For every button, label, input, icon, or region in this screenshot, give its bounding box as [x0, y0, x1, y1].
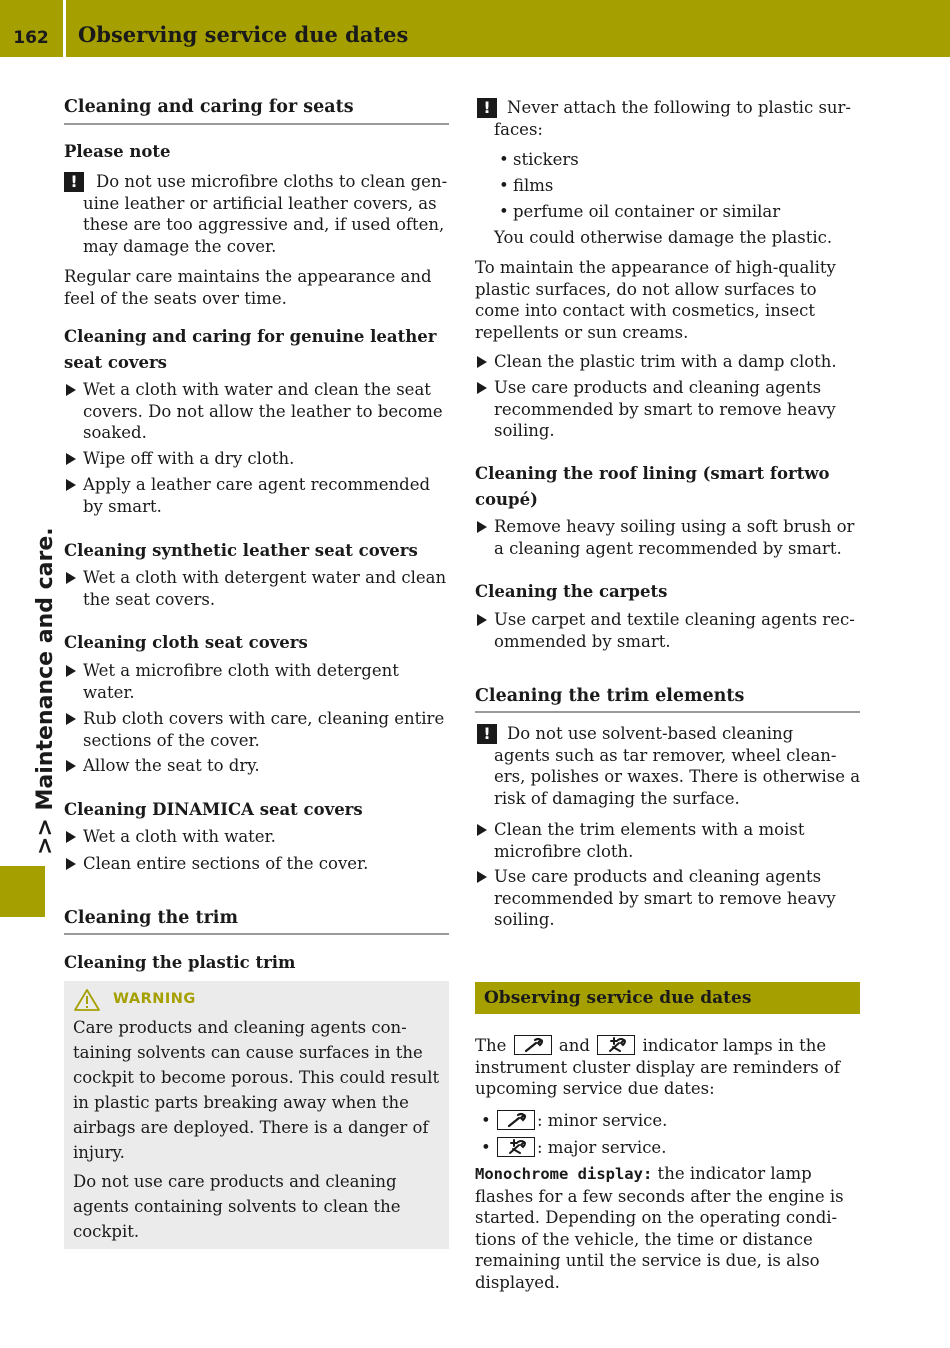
- text-line: injury.: [73, 1143, 125, 1162]
- text-line: Wet a cloth with detergent water and clean: [83, 568, 447, 587]
- service-heading: Observing service due dates: [475, 982, 860, 1014]
- note-line: agents such as tar remover, wheel clean-: [494, 745, 837, 765]
- note-line: risk of damaging the surface.: [494, 788, 740, 808]
- warning-paragraph: [73, 1169, 440, 1244]
- text-line: Wet a cloth with water and clean the seat: [83, 380, 431, 399]
- text-line: started. Depending on the operating condi-: [475, 1208, 838, 1228]
- text-line: sections of the cover.: [83, 730, 260, 750]
- wrench-icon: [497, 1110, 535, 1130]
- dinamica-heading: Cleaning DINAMICA seat covers: [64, 800, 363, 819]
- note-line: may damage the cover.: [83, 236, 277, 256]
- text-fragment: : minor service.: [537, 1111, 668, 1130]
- text-line: soiling.: [494, 910, 555, 930]
- note-line: faces:: [494, 119, 543, 139]
- roof-heading: [475, 461, 830, 513]
- synthetic-heading: Cleaning synthetic leather seat covers: [64, 541, 418, 560]
- maintain-paragraph: [475, 257, 870, 343]
- text-line: Use care products and cleaning agents: [494, 867, 822, 886]
- text-line: recommended by smart to remove heavy: [494, 399, 836, 419]
- text-line: Apply a leather care agent recommended: [83, 475, 431, 494]
- text-line: covers. Do not allow the leather to become: [83, 401, 443, 421]
- text-line: Wet a cloth with water.: [83, 827, 276, 846]
- text-line: Care products and cleaning agents con-: [73, 1018, 407, 1037]
- step-item: [64, 826, 459, 848]
- text-line: Use carpet and textile cleaning agents rec-: [494, 610, 855, 629]
- list-item: • stickers: [495, 149, 579, 171]
- text-line: plastic surfaces, do not allow surfaces to: [475, 279, 817, 299]
- wrench-plus-icon: [597, 1035, 635, 1055]
- note-line: these are too aggressive and, if used often,: [83, 215, 445, 235]
- heading-line: Cleaning and caring for genuine leather: [64, 327, 437, 346]
- note-line: uine leather or artificial leather covers, as: [83, 193, 437, 213]
- step-item: [64, 755, 459, 777]
- text-line: recommended by smart to remove heavy: [494, 888, 836, 908]
- heading-line: Cleaning the roof lining (smart fortwo: [475, 464, 830, 483]
- note-line: ers, polishes or waxes. There is otherwise a: [494, 767, 861, 787]
- monochrome-paragraph: [475, 1163, 875, 1294]
- text-line: come into contact with cosmetics, insect: [475, 301, 815, 321]
- text-line: flashes for a few seconds after the engine is: [475, 1186, 844, 1206]
- text-line: ommended by smart.: [494, 631, 671, 651]
- trim-note: [475, 723, 870, 809]
- page-number: 162: [13, 28, 49, 48]
- text-line: Remove heavy soiling using a soft brush or: [494, 517, 855, 536]
- step-item: [64, 853, 459, 875]
- text-line: Wipe off with a dry cloth.: [83, 449, 295, 468]
- service-intro: [475, 1035, 870, 1100]
- text-line: soiling.: [494, 421, 555, 441]
- wrench-icon: [514, 1035, 552, 1055]
- trim-elements-heading: Cleaning the trim elements: [475, 686, 745, 706]
- seats-heading: Cleaning and caring for seats: [64, 97, 354, 117]
- warning-triangle-icon: [73, 988, 101, 1012]
- text-line: Regular care maintains the appearance and: [64, 267, 432, 286]
- text-line: Use care products and cleaning agents: [494, 378, 822, 397]
- exclamation-icon: !: [477, 724, 497, 744]
- text-fragment: and: [558, 1036, 590, 1055]
- list-item: • films: [495, 175, 553, 197]
- monochrome-label: Monochrome display:: [475, 1165, 653, 1183]
- exclamation-icon: !: [64, 172, 84, 192]
- leather-heading: [64, 324, 436, 376]
- text-line: in plastic parts breaking away when the: [73, 1093, 409, 1112]
- header-title: Observing service due dates: [78, 22, 409, 47]
- trim-heading: Cleaning the trim: [64, 908, 238, 928]
- page-header: [0, 0, 950, 57]
- text-line: Do not use care products and cleaning: [73, 1172, 397, 1191]
- header-divider: [63, 0, 66, 57]
- step-item: [64, 474, 459, 517]
- text-fragment: : major service.: [537, 1138, 667, 1157]
- step-item: [64, 708, 459, 751]
- exclamation-icon: !: [477, 98, 497, 118]
- section-rule: [64, 933, 449, 935]
- section-rule: [475, 711, 860, 713]
- text-line: To maintain the appearance of high-quality: [475, 258, 836, 277]
- text-fragment: the indicator lamp: [652, 1164, 812, 1183]
- step-item: [475, 351, 870, 373]
- text-line: the seat covers.: [83, 589, 216, 609]
- text-line: repellents or sun creams.: [475, 322, 689, 342]
- text-line: cockpit.: [73, 1222, 140, 1241]
- step-item: [475, 866, 870, 931]
- text-line: tions of the vehicle, the time or distance: [475, 1229, 813, 1249]
- service-item-major: [477, 1137, 666, 1159]
- service-item-minor: [477, 1110, 667, 1132]
- text-line: water.: [83, 682, 135, 702]
- heading-line: seat covers: [64, 353, 167, 372]
- step-item: [64, 567, 459, 610]
- text-line: soaked.: [83, 423, 147, 443]
- note-line: Never attach the following to plastic sur-: [507, 98, 852, 117]
- plastic-damage-text: You could otherwise damage the plastic.: [494, 228, 833, 247]
- text-line: Wet a microfibre cloth with detergent: [83, 661, 399, 680]
- text-line: cockpit to become porous. This could result: [73, 1068, 440, 1087]
- text-line: taining solvents can cause surfaces in the: [73, 1043, 423, 1062]
- text-line: microfibre cloth.: [494, 841, 634, 861]
- text-line: instrument cluster display are reminders of: [475, 1057, 841, 1077]
- heading-line: coupé): [475, 490, 538, 509]
- plastic-trim-heading: Cleaning the plastic trim: [64, 953, 296, 972]
- text-line: Rub cloth covers with care, cleaning entire: [83, 709, 445, 728]
- chapter-side-label: >> Maintenance and care.: [33, 527, 58, 855]
- text-line: airbags are deployed. There is a danger of: [73, 1118, 429, 1137]
- chapter-side-tab: [0, 866, 45, 917]
- note-line: Do not use solvent-based cleaning: [507, 724, 794, 743]
- note-line: Do not use microfibre cloths to clean gen-: [96, 172, 448, 191]
- text-line: Clean the plastic trim with a damp cloth.: [494, 352, 837, 371]
- leather-cloth-note: [64, 171, 454, 257]
- text-line: remaining until the service is due, is also: [475, 1251, 820, 1271]
- step-item: [64, 660, 459, 703]
- text-line: Allow the seat to dry.: [83, 756, 260, 775]
- text-line: feel of the seats over time.: [64, 288, 287, 308]
- cloth-heading: Cleaning cloth seat covers: [64, 633, 308, 652]
- step-item: [64, 379, 459, 444]
- section-rule: [64, 123, 449, 125]
- text-line: agents containing solvents to clean the: [73, 1197, 401, 1216]
- warning-box: [64, 981, 449, 1249]
- step-item: [64, 448, 459, 470]
- text-line: Clean the trim elements with a moist: [494, 820, 805, 839]
- wrench-plus-icon: [497, 1137, 535, 1157]
- text-line: upcoming service due dates:: [475, 1079, 715, 1099]
- step-item: [475, 377, 870, 442]
- please-note-heading: Please note: [64, 142, 171, 161]
- text-fragment: indicator lamps in the: [642, 1036, 827, 1055]
- text-line: by smart.: [83, 496, 162, 516]
- warning-header: [73, 985, 440, 1015]
- warning-label: WARNING: [113, 991, 196, 1008]
- step-item: [475, 609, 870, 652]
- step-item: [475, 516, 870, 559]
- plastic-note: [475, 97, 870, 140]
- carpets-heading: Cleaning the carpets: [475, 582, 668, 601]
- text-fragment: The: [475, 1036, 507, 1055]
- text-line: displayed.: [475, 1272, 560, 1292]
- warning-paragraph: [73, 1015, 440, 1165]
- step-item: [475, 819, 870, 862]
- text-line: a cleaning agent recommended by smart.: [494, 538, 842, 558]
- list-item: • perfume oil container or similar: [495, 201, 780, 223]
- text-line: Clean entire sections of the cover.: [83, 854, 369, 873]
- regular-care-paragraph: [64, 266, 454, 309]
